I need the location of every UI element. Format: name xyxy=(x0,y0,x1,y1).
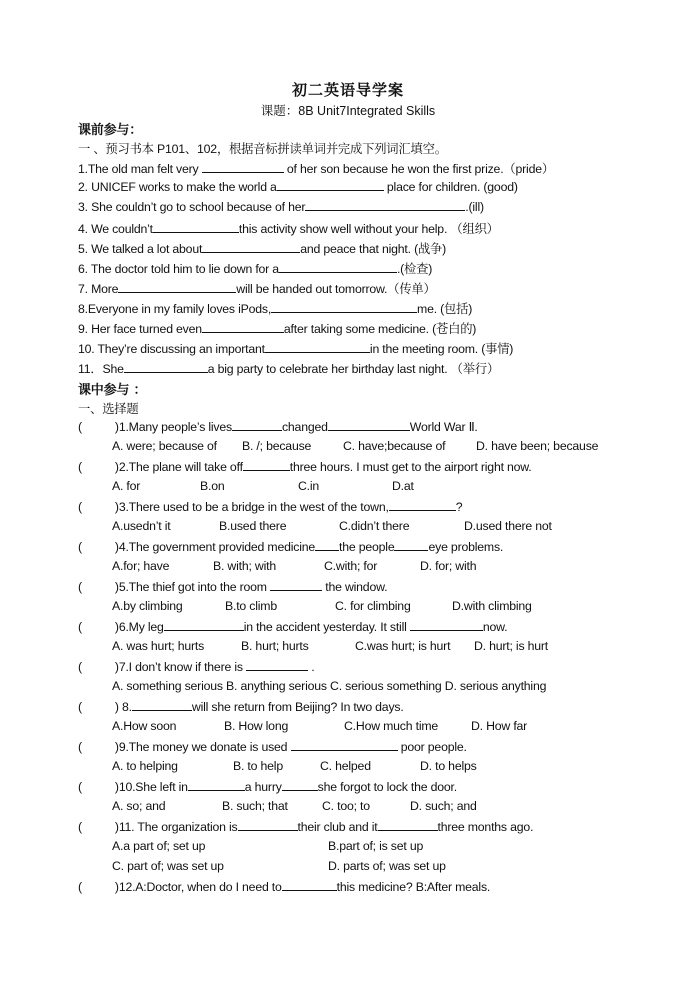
question-text: 2.The plane will take off xyxy=(118,460,243,474)
question-text: three months ago. xyxy=(437,820,534,834)
question-text: 11. The organization is xyxy=(118,820,238,834)
vocab-item-hint: and peace that night. (战争) xyxy=(300,242,447,256)
option-c[interactable]: C. helped xyxy=(320,759,371,773)
option-d[interactable]: D.used there not xyxy=(464,519,552,533)
answer-paren-open: ( xyxy=(78,620,82,634)
option-c[interactable]: C. for climbing xyxy=(335,599,411,613)
answer-blank[interactable] xyxy=(118,281,236,293)
answer-paren-open: ( xyxy=(78,820,82,834)
question-text: 9.The money we donate is used xyxy=(118,740,291,754)
answer-blank[interactable] xyxy=(291,739,398,751)
question-text: 7.I don’t know if there is xyxy=(118,660,247,674)
option-c[interactable]: C.with; for xyxy=(324,559,378,573)
option-c[interactable]: C. have;because of xyxy=(343,439,446,453)
answer-blank[interactable] xyxy=(378,819,438,831)
question-text: the window. xyxy=(322,580,388,594)
question-stem xyxy=(78,419,478,434)
option-a[interactable]: A.by climbing xyxy=(112,599,183,613)
option-b[interactable]: B. How long xyxy=(224,719,289,733)
vocab-item-hint: a big party to celebrate her birthday last night. （举行） xyxy=(207,362,500,376)
vocab-item-text: 3. She couldn’t go to school because of her xyxy=(78,200,306,214)
vocab-item xyxy=(78,179,518,194)
answer-paren-close: ) xyxy=(114,820,119,834)
answer-blank[interactable] xyxy=(132,699,192,711)
answer-blank[interactable] xyxy=(328,419,410,431)
vocab-item-text: 2. UNICEF works to make the world a xyxy=(78,180,277,194)
option-a[interactable]: A.How soon xyxy=(112,719,177,733)
option-a[interactable]: A. so; and xyxy=(112,799,166,813)
vocab-item xyxy=(78,259,432,277)
option-c[interactable]: C.was hurt; is hurt xyxy=(355,639,451,653)
answer-paren-close: ) xyxy=(114,620,119,634)
answer-paren-open: ( xyxy=(78,580,82,594)
option-d[interactable]: D. have been; because xyxy=(476,439,599,453)
question-stem xyxy=(78,779,457,794)
answer-blank[interactable] xyxy=(271,301,417,313)
question-text: a hurry xyxy=(244,780,282,794)
answer-blank[interactable] xyxy=(410,619,483,631)
vocab-item-hint: .(ill) xyxy=(465,200,484,214)
question-text: 12.A:Doctor, when do I need to xyxy=(118,880,282,894)
vocab-item xyxy=(78,339,513,357)
answer-blank[interactable] xyxy=(265,341,370,353)
answer-blank[interactable] xyxy=(124,361,208,373)
answer-blank[interactable] xyxy=(202,241,300,253)
question-stem xyxy=(78,539,503,554)
answer-paren-open: ( xyxy=(78,740,82,754)
option-b[interactable]: B. to help xyxy=(233,759,283,773)
answer-blank[interactable] xyxy=(389,499,456,511)
answer-paren-close: ) xyxy=(114,740,119,754)
answer-blank[interactable] xyxy=(305,199,465,211)
vocab-item-hint: in the meeting room. (事情) xyxy=(369,342,514,356)
option-a[interactable]: A. were; because of xyxy=(112,439,217,453)
question-stem xyxy=(78,659,314,674)
pre-class-instruction: 一 、预习书本 P101、102，根据音标拼读单词并完成下列词汇填空。 xyxy=(78,142,447,156)
question-text: 1.Many people’s lives xyxy=(118,420,232,434)
answer-blank[interactable] xyxy=(246,659,308,671)
question-stem xyxy=(78,819,533,834)
answer-blank[interactable] xyxy=(232,419,282,431)
option-b[interactable]: B. such; that xyxy=(222,799,288,813)
question-stem xyxy=(78,459,532,474)
choice-section-heading: 一、选择题 xyxy=(78,402,139,416)
vocab-item-hint: place for children. (good) xyxy=(383,180,518,194)
option-b[interactable]: B. hurt; hurts xyxy=(241,639,309,653)
option-a[interactable]: A. for xyxy=(112,479,141,493)
vocab-item-hint: of her son because he won the first prize.（pride） xyxy=(283,162,554,176)
vocab-item-hint: will be handed out tomorrow.（传单） xyxy=(236,282,436,296)
option-d[interactable]: D. How far xyxy=(471,719,528,733)
vocab-item-text: 8.Everyone in my family loves iPods, xyxy=(78,302,272,316)
question-text: the people xyxy=(339,540,395,554)
vocab-item-hint: .(检查) xyxy=(396,262,433,276)
option-b[interactable]: B.on xyxy=(200,479,225,493)
vocab-item xyxy=(78,319,476,337)
answer-paren-open: ( xyxy=(78,700,82,714)
answer-blank[interactable] xyxy=(282,779,318,791)
option-d[interactable]: D. parts of; was set up xyxy=(328,859,446,873)
vocab-item xyxy=(78,299,472,317)
answer-blank[interactable] xyxy=(153,221,239,233)
option-c[interactable]: C. part of; was set up xyxy=(112,859,224,873)
answer-blank[interactable] xyxy=(279,261,397,273)
answer-paren-close: ) xyxy=(114,460,119,474)
answer-blank[interactable] xyxy=(202,161,284,173)
question-text: 3.There used to be a bridge in the west of the town, xyxy=(118,500,389,514)
answer-paren-close: ) xyxy=(114,700,119,714)
question-text: she forgot to lock the door. xyxy=(317,780,457,794)
question-stem xyxy=(78,739,467,754)
question-text: will she return from Beijing? In two days. xyxy=(191,700,404,714)
answer-paren-close: ) xyxy=(114,580,119,594)
option-b[interactable]: B.to climb xyxy=(225,599,277,613)
vocab-item-text: 9. Her face turned even xyxy=(78,322,202,336)
question-text: in the accident yesterday. It still xyxy=(243,620,410,634)
question-text: 6.My leg xyxy=(118,620,164,634)
option-c[interactable]: C.didn’t there xyxy=(339,519,410,533)
option-c[interactable]: C.in xyxy=(298,479,320,493)
question-text: this medicine? B:After meals. xyxy=(336,880,491,894)
answer-blank[interactable] xyxy=(270,579,322,591)
answer-blank[interactable] xyxy=(202,321,284,333)
answer-blank[interactable] xyxy=(282,879,337,891)
option-d[interactable]: D. such; and xyxy=(410,799,477,813)
question-stem xyxy=(78,619,507,634)
option-all[interactable]: A. something serious B. anything serious C. serious something D. serious anything xyxy=(112,679,547,693)
question-text: . xyxy=(308,660,315,674)
option-d[interactable]: D. hurt; is hurt xyxy=(474,639,549,653)
question-text: 5.The thief got into the room xyxy=(118,580,271,594)
answer-blank[interactable] xyxy=(188,779,245,791)
option-a[interactable]: A. to helping xyxy=(112,759,178,773)
question-text: 10.She left in xyxy=(118,780,188,794)
answer-paren-close: ) xyxy=(114,540,119,554)
answer-paren-open: ( xyxy=(78,500,82,514)
question-stem xyxy=(78,879,490,894)
question-text: their club and it xyxy=(297,820,378,834)
vocab-item-hint: me. (包括) xyxy=(417,302,473,316)
question-text: now. xyxy=(482,620,508,634)
answer-paren-open: ( xyxy=(78,660,82,674)
option-b[interactable]: B. with; with xyxy=(213,559,277,573)
option-c[interactable]: C. too; to xyxy=(322,799,370,813)
vocab-item xyxy=(78,199,484,214)
question-text: three hours. I must get to the airport right now. xyxy=(289,460,532,474)
question-text: eye problems. xyxy=(428,540,504,554)
question-text: World War Ⅱ. xyxy=(409,420,478,434)
option-a[interactable]: A. was hurt; hurts xyxy=(112,639,205,653)
vocab-item xyxy=(78,359,499,377)
option-d[interactable]: D.with climbing xyxy=(452,599,532,613)
option-a[interactable]: A.a part of; set up xyxy=(112,839,206,853)
question-stem xyxy=(78,699,404,714)
vocab-item xyxy=(78,279,436,297)
vocab-item-text: 10. They’re discussing an important xyxy=(78,342,265,356)
option-c[interactable]: C.How much time xyxy=(344,719,439,733)
question-stem xyxy=(78,499,462,514)
answer-paren-open: ( xyxy=(78,880,82,894)
answer-paren-close: ) xyxy=(114,660,119,674)
question-text: changed xyxy=(281,420,328,434)
vocab-item-hint: after taking some medicine. (苍白的) xyxy=(283,322,477,336)
option-a[interactable]: A.usedn’t it xyxy=(112,519,171,533)
question-text: 4.The government provided medicine xyxy=(118,540,316,554)
vocab-item xyxy=(78,219,499,237)
option-d[interactable]: D. to helps xyxy=(420,759,477,773)
answer-blank[interactable] xyxy=(277,179,384,191)
pre-class-heading: 课前参与： xyxy=(78,123,143,138)
question-text: 8. xyxy=(118,700,132,714)
option-b[interactable]: B. /; because xyxy=(242,439,312,453)
vocab-item-hint: this activity show well without your help. （组织） xyxy=(238,222,499,236)
answer-blank[interactable] xyxy=(243,459,290,471)
vocab-item-text: 1.The old man felt very xyxy=(78,162,202,176)
in-class-heading: 课中参与 ： xyxy=(78,383,147,398)
lesson-topic: 课题：8B Unit7Integrated Skills xyxy=(260,104,436,118)
answer-paren-close: ) xyxy=(114,500,119,514)
answer-paren-close: ) xyxy=(114,780,119,794)
answer-blank[interactable] xyxy=(394,539,428,551)
answer-paren-open: ( xyxy=(78,540,82,554)
answer-paren-open: ( xyxy=(78,780,82,794)
answer-paren-open: ( xyxy=(78,460,82,474)
option-a[interactable]: A.for; have xyxy=(112,559,170,573)
vocab-item xyxy=(78,239,446,257)
vocab-item-text: 7. More xyxy=(78,282,119,296)
answer-blank[interactable] xyxy=(238,819,298,831)
page-title: 初二英语导学案 xyxy=(291,81,404,99)
vocab-item-text: 6. The doctor told him to lie down for a xyxy=(78,262,279,276)
answer-paren-close: ) xyxy=(114,420,119,434)
vocab-item-text: 5. We talked a lot about xyxy=(78,242,203,256)
question-text: ? xyxy=(455,500,463,514)
answer-blank[interactable] xyxy=(164,619,244,631)
vocab-item-text: 11．She xyxy=(78,362,124,376)
option-b[interactable]: B.used there xyxy=(219,519,287,533)
question-text: poor people. xyxy=(397,740,467,754)
answer-paren-open: ( xyxy=(78,420,82,434)
option-d[interactable]: D. for; with xyxy=(420,559,477,573)
answer-blank[interactable] xyxy=(315,539,339,551)
question-stem xyxy=(78,579,387,594)
vocab-item xyxy=(78,159,554,177)
option-b[interactable]: B.part of; is set up xyxy=(328,839,424,853)
vocab-item-text: 4. We couldn’t xyxy=(78,222,153,236)
option-d[interactable]: D.at xyxy=(392,479,414,493)
answer-paren-close: ) xyxy=(114,880,119,894)
